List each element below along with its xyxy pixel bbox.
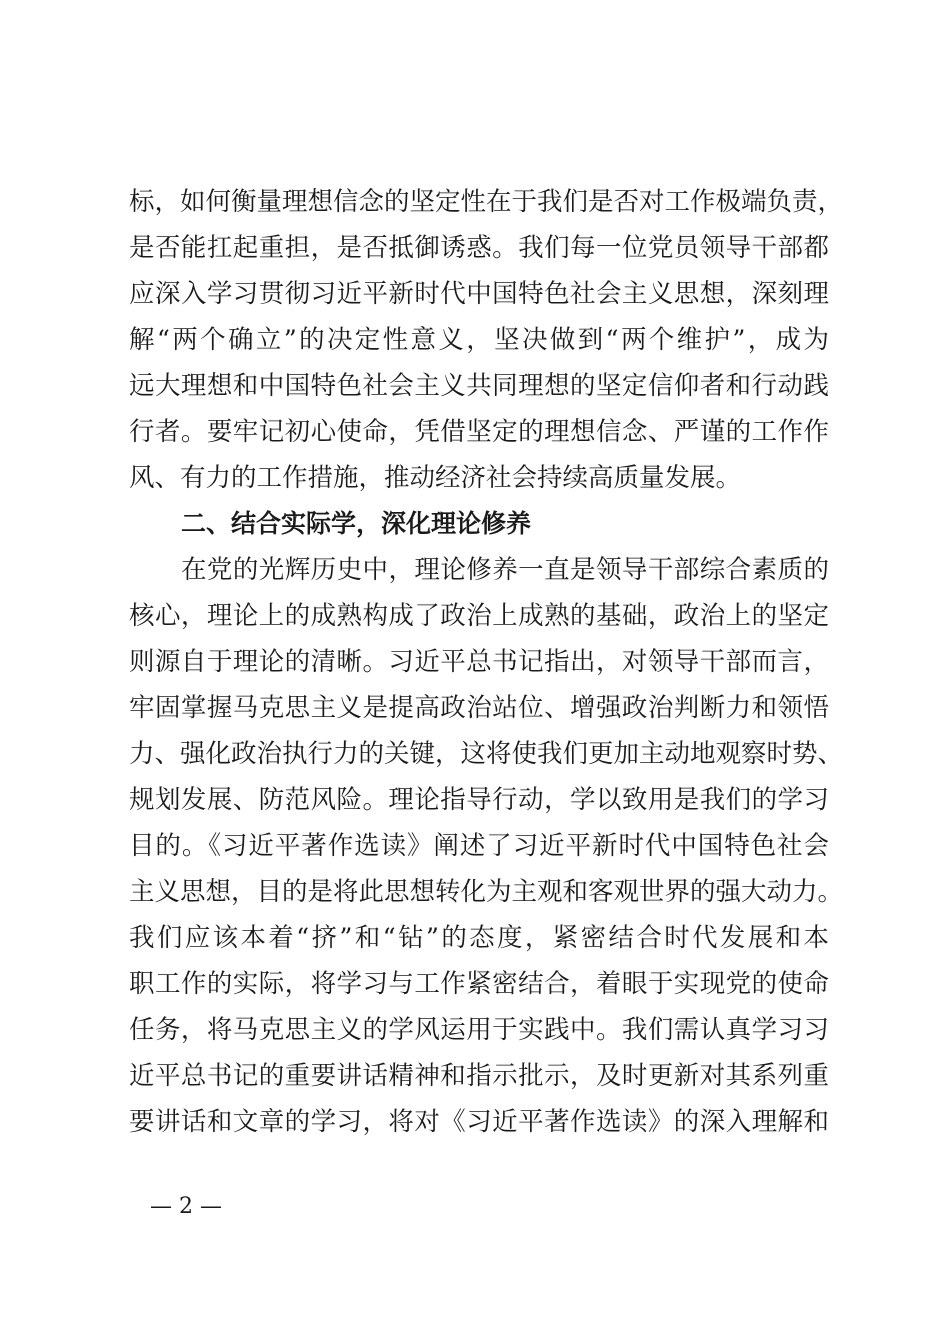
paragraph-line: 应深入学习贯彻习近平新时代中国特色社会主义思想，深刻理 — [129, 279, 829, 309]
section-heading: 二、结合实际学，深化理论修养 — [181, 509, 532, 538]
paragraph-line: 牢固掌握马克思主义是提高政治站位、增强政治判断力和领悟 — [129, 693, 829, 723]
paragraph-line: 职工作的实际，将学习与工作紧密结合，着眼于实现党的使命 — [129, 969, 829, 999]
paragraph-line: 力、强化政治执行力的关键，这将使我们更加主动地观察时势、 — [129, 739, 844, 769]
paragraph-line: 则源自于理论的清晰。习近平总书记指出，对领导干部而言， — [129, 647, 829, 677]
paragraph-line: 标，如何衡量理想信念的坚定性在于我们是否对工作极端负责， — [129, 187, 844, 217]
paragraph-line: 主义思想，目的是将此思想转化为主观和客观世界的强大动力。 — [129, 877, 844, 907]
page-number: — 2 — — [150, 1194, 222, 1219]
paragraph-line: 目的。《习近平著作选读》阐述了习近平新时代中国特色社会 — [129, 831, 829, 861]
paragraph-line: 要讲话和文章的学习，将对《习近平著作选读》的深入理解和 — [129, 1107, 829, 1137]
paragraph-line: 解“两个确立”的决定性意义，坚决做到“两个维护”，成为 — [129, 325, 829, 355]
paragraph-line: 远大理想和中国特色社会主义共同理想的坚定信仰者和行动践 — [129, 371, 829, 401]
paragraph-line: 核心，理论上的成熟构成了政治上成熟的基础，政治上的坚定 — [129, 601, 829, 631]
paragraph-line: 行者。要牢记初心使命，凭借坚定的理想信念、严谨的工作作 — [129, 417, 829, 447]
paragraph-line: 规划发展、防范风险。理论指导行动，学以致用是我们的学习 — [129, 785, 829, 815]
paragraph-line: 风、有力的工作措施，推动经济社会持续高质量发展。 — [129, 463, 742, 493]
paragraph-line: 是否能扛起重担，是否抵御诱惑。我们每一位党员领导干部都 — [129, 233, 829, 263]
paragraph-line: 在党的光辉历史中，理论修养一直是领导干部综合素质的 — [181, 555, 829, 585]
paragraph-line: 任务，将马克思主义的学风运用于实践中。我们需认真学习习 — [129, 1015, 829, 1045]
paragraph-line: 我们应该本着“挤”和“钻”的态度，紧密结合时代发展和本 — [129, 923, 829, 953]
paragraph-line: 近平总书记的重要讲话精神和指示批示，及时更新对其系列重 — [129, 1061, 829, 1091]
